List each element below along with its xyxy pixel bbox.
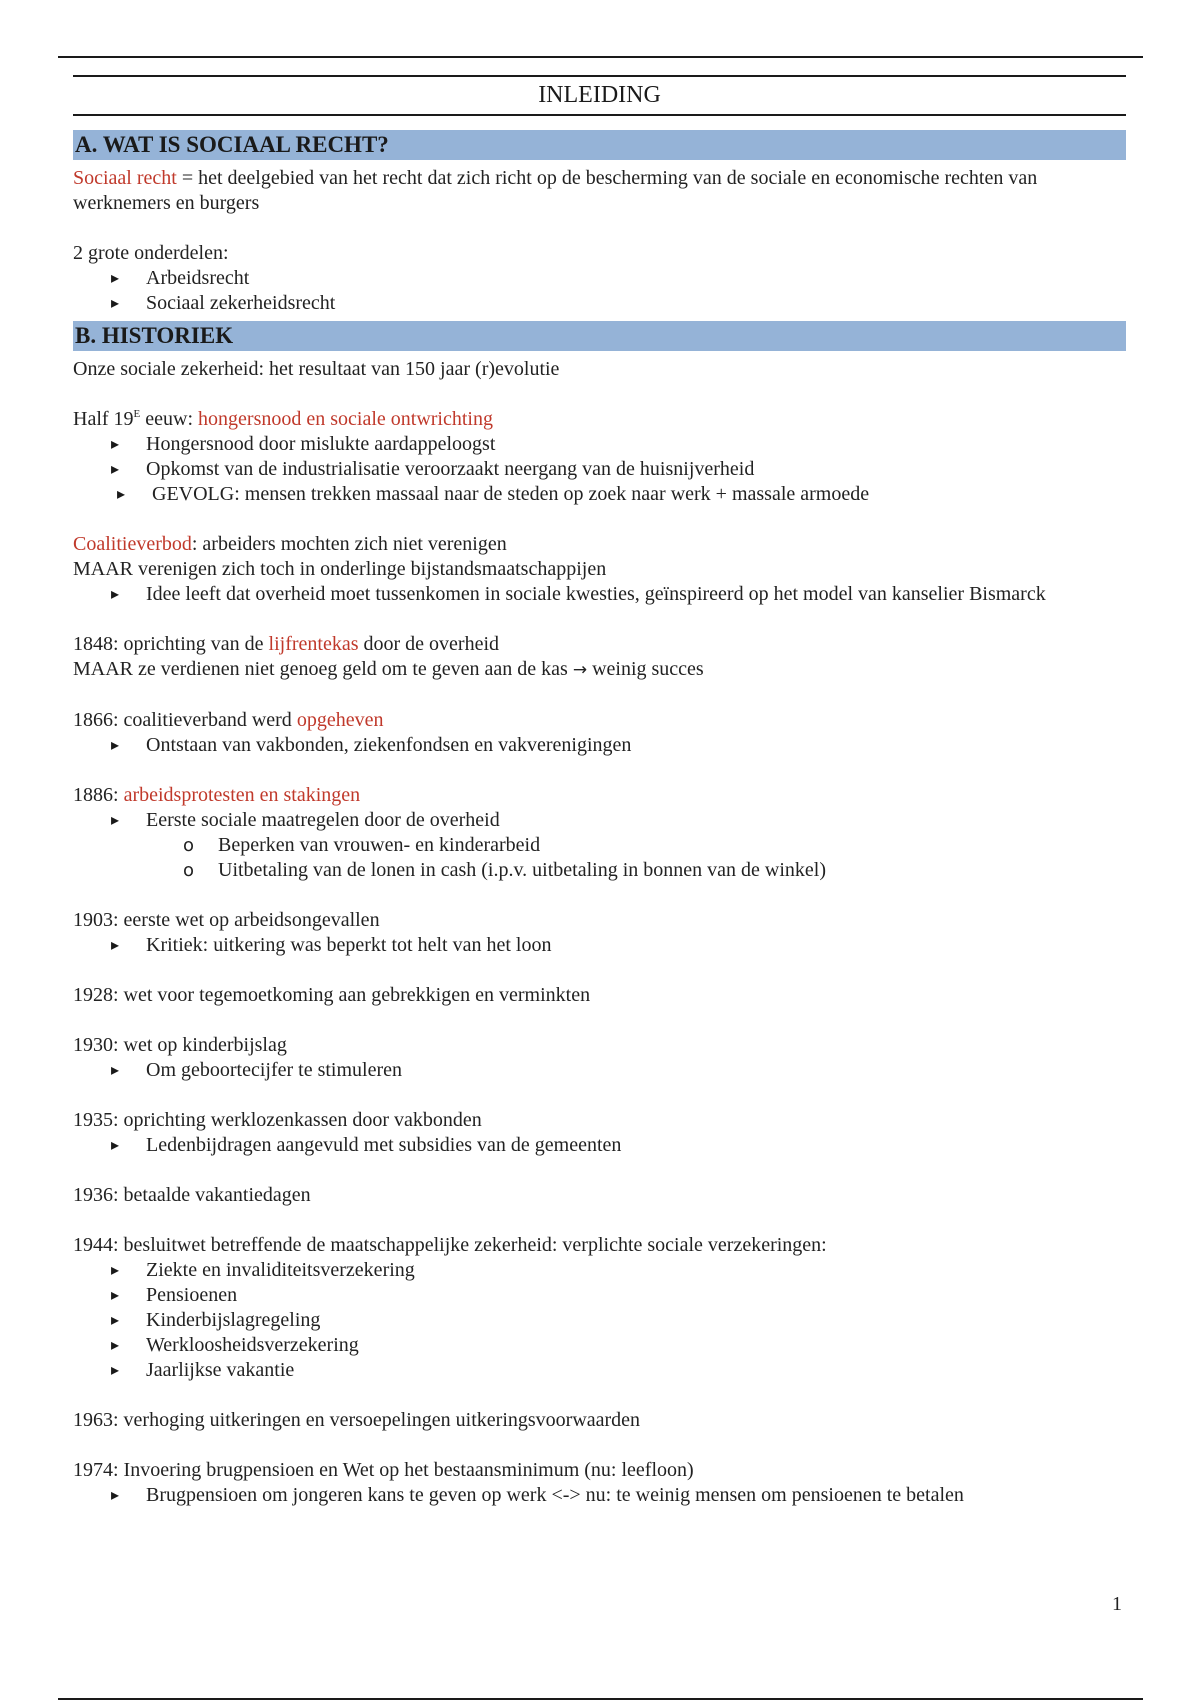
year-1936: 1936: betaalde vakantiedagen bbox=[73, 1184, 311, 1206]
text-span: weinig succes bbox=[587, 658, 704, 680]
year-1886 bbox=[73, 783, 1126, 808]
definition-term: Sociaal recht bbox=[73, 167, 177, 189]
year-1963: 1963: verhoging uitkeringen en versoepelingen uitkeringsvoorwaarden bbox=[73, 1409, 641, 1431]
highlight-text: hongersnood en sociale ontwrichting bbox=[198, 408, 493, 430]
page-title: INLEIDING bbox=[73, 75, 1126, 116]
half-19-list bbox=[73, 432, 1126, 507]
coalitie-heading bbox=[73, 532, 1126, 557]
year-1866 bbox=[73, 708, 1126, 733]
coalitie-list bbox=[73, 582, 1126, 607]
year-1886-sublist bbox=[73, 833, 1126, 883]
list-item: ▸ Sociaal zekerheidsrecht bbox=[73, 291, 1126, 316]
year-1930-list bbox=[73, 1058, 1126, 1083]
text-span: MAAR ze verdienen niet genoeg geld om te geven aan de kas bbox=[73, 658, 573, 680]
list-item: ▸ Brugpensioen om jongeren kans te geven op werk <-> nu: te weinig mensen om pensioenen te betalen bbox=[73, 1483, 1126, 1508]
year-1848-line-2 bbox=[73, 657, 1126, 683]
page-top-rule bbox=[58, 56, 1143, 58]
text-span: eeuw: bbox=[140, 408, 199, 430]
year-1903-list bbox=[73, 933, 1126, 958]
highlight-text: arbeidsprotesten en stakingen bbox=[123, 784, 361, 806]
list-item: ▸ Eerste sociale maatregelen door de overheid bbox=[73, 808, 1126, 833]
highlight-text: lijfrentekas bbox=[268, 633, 359, 655]
list-item: ▸ Om geboortecijfer te stimuleren bbox=[73, 1058, 1126, 1083]
year-1866-list bbox=[73, 733, 1126, 758]
superscript: E bbox=[133, 408, 141, 420]
highlight-text: Coalitieverbod bbox=[73, 533, 192, 555]
year-1935: 1935: oprichting werklozenkassen door vakbonden bbox=[73, 1109, 482, 1131]
list-item: ▸ Pensioenen bbox=[73, 1283, 1126, 1308]
half-19-heading bbox=[73, 407, 1126, 432]
parts-list bbox=[73, 266, 1126, 316]
parts-intro: 2 grote onderdelen: bbox=[73, 242, 229, 264]
section-heading-b: B. HISTORIEK bbox=[73, 321, 1126, 351]
list-item: ▸ Ledenbijdragen aangevuld met subsidies van de gemeenten bbox=[73, 1133, 1126, 1158]
list-item: ▸ Kritiek: uitkering was beperkt tot helt van het loon bbox=[73, 933, 1126, 958]
page-number: 1 bbox=[1112, 1593, 1122, 1615]
list-item: ▸ Ziekte en invaliditeitsverzekering bbox=[73, 1258, 1126, 1283]
list-item: ▸ Hongersnood door mislukte aardappeloogst bbox=[73, 432, 1126, 457]
year-1930: 1930: wet op kinderbijslag bbox=[73, 1034, 287, 1056]
definition-text: = het deelgebied van het recht dat zich richt op de bescherming van de sociale en economische rechten van werknemers en burgers bbox=[73, 167, 1038, 214]
sub-list-item: o Beperken van vrouwen- en kinderarbeid bbox=[73, 833, 1126, 858]
list-item: ▸ Jaarlijkse vakantie bbox=[73, 1358, 1126, 1383]
highlight-text: opgeheven bbox=[296, 709, 384, 731]
arrow-right-icon: → bbox=[572, 660, 588, 680]
year-1944: 1944: besluitwet betreffende de maatschappelijke zekerheid: verplichte sociale verzekeringen: bbox=[73, 1234, 827, 1256]
year-1974: 1974: Invoering brugpensioen en Wet op het bestaansminimum (nu: leefloon) bbox=[73, 1459, 694, 1481]
text-span: Half 19 bbox=[73, 408, 134, 430]
sub-list-item: o Uitbetaling van de lonen in cash (i.p.v. uitbetaling in bonnen van de winkel) bbox=[73, 858, 1126, 883]
text-span: 1886: bbox=[73, 784, 124, 806]
section-heading-a: A. WAT IS SOCIAAL RECHT? bbox=[73, 130, 1126, 160]
coalitie-line-2: MAAR verenigen zich toch in onderlinge bijstandsmaatschappijen bbox=[73, 558, 607, 580]
list-item: ▸ Kinderbijslagregeling bbox=[73, 1308, 1126, 1333]
text-span: 1866: coalitieverband werd bbox=[73, 709, 297, 731]
list-item: ▸ Arbeidsrecht bbox=[73, 266, 1126, 291]
year-1944-list bbox=[73, 1258, 1126, 1383]
list-item: ▸ Opkomst van de industrialisatie veroorzaakt neergang van de huisnijverheid bbox=[73, 457, 1126, 482]
list-item: ▸ Ontstaan van vakbonden, ziekenfondsen en vakverenigingen bbox=[73, 733, 1126, 758]
historiek-intro: Onze sociale zekerheid: het resultaat van 150 jaar (r)evolutie bbox=[73, 358, 560, 380]
document-page bbox=[73, 75, 1126, 1508]
list-item: ▸ Idee leeft dat overheid moet tussenkomen in sociale kwesties, geïnspireerd op het model van kanselier Bismarck bbox=[73, 582, 1126, 607]
list-item: ▸ GEVOLG: mensen trekken massaal naar de steden op zoek naar werk + massale armoede bbox=[73, 482, 1126, 507]
year-1928: 1928: wet voor tegemoetkoming aan gebrekkigen en verminkten bbox=[73, 984, 591, 1006]
year-1974-list bbox=[73, 1483, 1126, 1508]
year-1886-list bbox=[73, 808, 1126, 833]
text-span: 1848: oprichting van de bbox=[73, 633, 269, 655]
list-item: ▸ Werkloosheidsverzekering bbox=[73, 1333, 1126, 1358]
year-1848 bbox=[73, 632, 1126, 657]
year-1935-list bbox=[73, 1133, 1126, 1158]
text-span: door de overheid bbox=[358, 633, 500, 655]
text-span: : arbeiders mochten zich niet verenigen bbox=[191, 533, 507, 555]
definition-paragraph bbox=[73, 166, 1126, 216]
year-1903: 1903: eerste wet op arbeidsongevallen bbox=[73, 909, 380, 931]
